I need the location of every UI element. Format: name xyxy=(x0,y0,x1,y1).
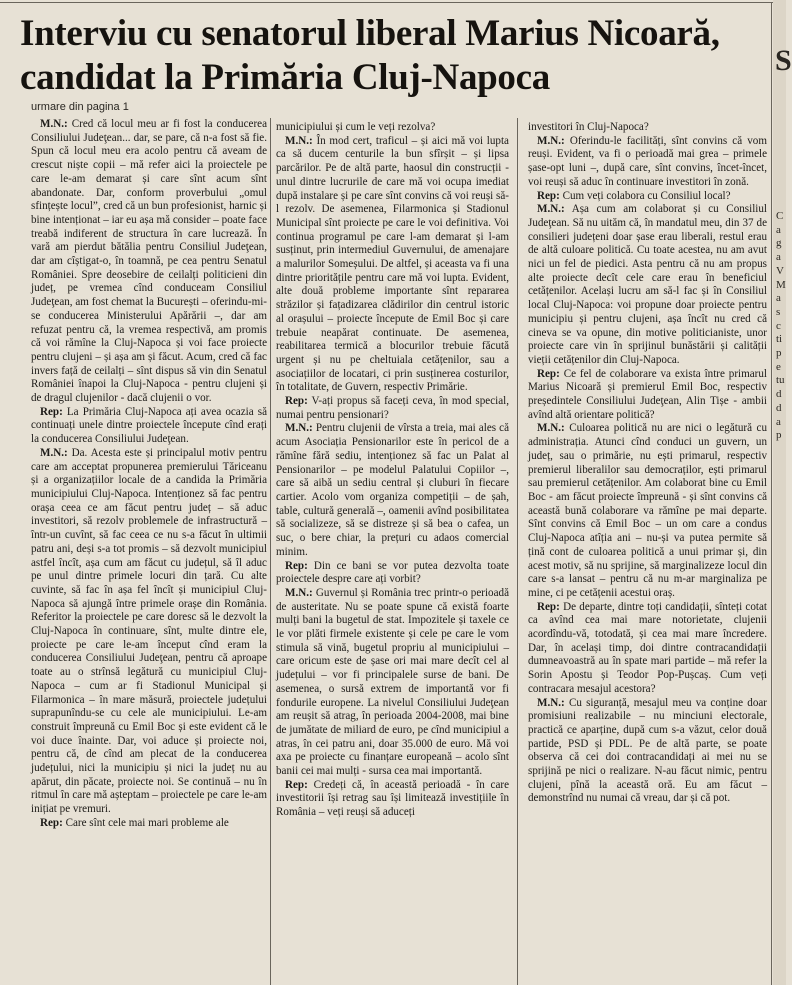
paragraph-text: Credeți că, în această perioadă - în care investitorii își retrag sau își limitează investițiile în România – veți reuși să aduceți xyxy=(276,778,509,819)
interview-paragraph xyxy=(528,135,767,190)
top-rule xyxy=(0,2,786,3)
column-2 xyxy=(276,121,509,985)
speaker-label: M.N.: xyxy=(285,422,313,435)
page-edge-divider xyxy=(771,2,772,985)
speaker-label: M.N.: xyxy=(537,696,565,709)
interview-paragraph xyxy=(276,560,509,587)
column-3 xyxy=(528,121,767,985)
interview-paragraph xyxy=(528,697,767,807)
continuation-note: urmare din pagina 1 xyxy=(31,101,129,113)
title-line-1: Interviu cu senatorul liberal Marius Nicoară, xyxy=(20,13,720,54)
paragraph-text: În mod cert, traficul – și aici mă voi lupta ca să ducem centurile la bun sfîrșit – și lipsa parcărilor. Pe de altă parte, haosul din construcții - unul dintre lucrurile de care mă voi ocupa imediat după instalare și pe care sînt convins că voi reuși să-l rezolv. De asemenea, Filarmonica și Stadionul Municipal sînt proiecte pe care le voi definitiva. Voi continua programul pe care l-am demarat și l-am susținut, prin intermediul Guvernului, de amenajare a malurilor Someșului. De altfel, și aceasta va fi una dintre prioritățile pentru care mă voi lupta. Evident, alte două probleme importante sînt repararea străzilor și fațadizarea clădirilor din centrul istoric al orașului – proiecte începute de Emil Boc și care trebuie neapărat continuate. De asemenea, reabilitarea termică a blocurilor trebuie făcută urgent și nu pe cheltuiala cetățenilor, sau a asociațiilor de locatari, ci prin susținerea costurilor, în totalitate, de Guvern, respectiv Primărie. xyxy=(276,134,509,394)
column-divider xyxy=(270,118,271,985)
speaker-label: Rep: xyxy=(40,816,63,829)
speaker-label: M.N.: xyxy=(537,134,565,147)
interview-paragraph xyxy=(31,447,267,817)
paragraph-text: Cum veți colabora cu Consiliul local? xyxy=(562,189,731,202)
speaker-label: Rep: xyxy=(40,405,63,418)
paragraph-text: La Primăria Cluj-Napoca ați avea ocazia să continuați unele dintre proiectele începute cînd erați la conducerea Consiliului Judeţean. xyxy=(31,405,267,446)
column-1 xyxy=(31,118,267,985)
interview-paragraph xyxy=(31,118,267,406)
interview-paragraph xyxy=(276,587,509,779)
interview-paragraph xyxy=(31,817,267,831)
paragraph-text: investitori în Cluj-Napoca? xyxy=(528,121,649,133)
speaker-label: Rep: xyxy=(537,189,560,202)
article-title xyxy=(20,12,760,100)
speaker-label: Rep: xyxy=(285,559,308,572)
column-divider xyxy=(517,118,518,985)
speaker-label: M.N.: xyxy=(40,118,68,130)
paragraph-text: Da. Acesta este și principalul motiv pentru care am acceptat propunerea premierului Tăriceanu și a organizațiilor locale de a candida la Primăria municipiului Cluj-Napoca. Intenționez să fac pentru orașa ceea ce am făcut pentru județ – să aduc investitori, să rezolv problemele de infrastructură – într-un cuvînt, să fac ceea ce nu s-a făcut în ultimii patru ani, deși s-a tot promis – să dezvolt municipiul astfel încît, așa cum am făcut cu județul, să îl aduc pe unul dintre primele locuri din țară. Cu alte cuvinte, să fac în așa fel încît și municipiul Cluj-Napoca să ajungă între primele orașe din România. Referitor la proiectele pe care doresc să le dezvolt la Cluj-Napoca în continuare, sînt, multe dintre ele, proiecte pe care le-am început cînd eram la conducerea Consiliului Judeţean, pentru că aproape toate au o strînsă legătură cu municipiul Cluj-Napoca – cum ar fi Stadionul Municipal și Filarmonica – în mare măsură, proiectele județului suprapunîndu-se cu cele ale municipiului. Le-am construit împreună cu Emil Boc și este evident că le voi duce înainte. Dar, voi aduce și proiecte noi, pentru că, de cînd am plecat de la conducerea județului, nici la municipiu și nici la județ nu au apărut, din păcate, proiecte noi. Se continuă – nu în ritmul în care mă așteptam – proiectele pe care le-am inițiat pe vremuri. xyxy=(31,446,267,816)
paragraph-text: Oferindu-le facilități, sînt convins că vom reuși. Evident, va fi o perioadă mai grea – primele șase-opt luni –, după care, sînt convins, încet-încet, voi reuși să aduc în continuare investitori în zonă. xyxy=(528,134,767,188)
speaker-label: Rep: xyxy=(537,600,560,613)
speaker-label: Rep: xyxy=(285,778,308,791)
paragraph-text: Culoarea politică nu are nici o legătură cu administrația. Atunci cînd conduci un guvern, un județ, sau o primărie, nu ești primarul, respectiv premierul liberalilor sau democraților, ești primarul sau premierul cetățenilor. Am colaborat bine cu Emil Boc - am făcut proiecte împreună - și sînt convins că această bună colaborare va rămîne pe mai departe. Sînt convins că Emil Boc – un om care a condus Cluj-Napoca atîția ani – nu-și va putea permite să țină cont de culoarea politică a unui primar și, din acest motiv, să nu sprijine, să marginalizeze locul din care s-a lansat – pentru că nu m-ar marginaliza pe mine, ci pe cetățenii acestui oraș. xyxy=(528,422,767,599)
interview-paragraph xyxy=(528,601,767,697)
paragraph-text: Ce fel de colaborare va exista între primarul Marius Nicoară și premierul Emil Boc, respectiv președintele Consiliului Judeţean, Alin Tișe - ambii avînd altă orientare politică? xyxy=(528,367,767,421)
speaker-label: M.N.: xyxy=(285,134,313,147)
paragraph-text: Așa cum am colaborat și cu Consiliul Judeţean. Să nu uităm că, în mandatul meu, din 37 de consilieri județeni doar șase erau liberali, restul erau de altă culoare politică. Cu toate acestea, nu am avut nici un fel de piedici. Asta pentru că nu am propus alte proiecte decît cele care erau în beneficiul cetățenilor. Același lucru am să-l fac și în Consiliul local Cluj-Napoca: voi propune doar proiecte pentru municipiu și pentru clujeni, așa încît nu cred că cineva se va opune, din motive politicianiste, unor proiecte care vin în sprijinul bunăstării și calității vieții cetățenilor din Cluj-Napoca. xyxy=(528,203,767,366)
interview-paragraph xyxy=(528,203,767,367)
interview-paragraph xyxy=(528,121,767,135)
interview-paragraph xyxy=(276,135,509,395)
speaker-label: Rep: xyxy=(285,395,308,408)
speaker-label: M.N.: xyxy=(285,586,313,599)
paragraph-text: Cu siguranță, mesajul meu va conține doar promisiuni realizabile – nu minciuni electorale, practică ce aparține, după cum s-a văzut, celor două partide, PSD și PDL. Pe de altă parte, se poate observa că cei doi contracandidați ai mei nu se sprijină pe nici o realizare. N-au făcut nimic, pentru clujeni, pînă la această oră. Eu am făcut – demonstrînd nu numai că vreau, dar și că pot. xyxy=(528,696,768,805)
paragraph-text: V-ați propus să faceți ceva, în mod special, numai pentru pensionari? xyxy=(276,395,510,421)
neighbor-text-fragment: C a g a V M a s c ti p e tu d d a p xyxy=(776,210,786,442)
neighbor-title-letter: S xyxy=(775,44,792,77)
speaker-label: Rep: xyxy=(537,367,560,380)
interview-paragraph xyxy=(31,406,267,447)
paragraph-text: De departe, dintre toți candidații, sînteți cotat ca avînd cea mai mare notorietate, clujenii acordîndu-vă, totodată, și cea mai mare încredere. Dar, în același timp, doi dintre contracandidații dumneavoastră au în spate mari partide – mă refer la Sorin Apostu și Teodor Pop-Pușcaș. Cum veți contracara mesajul acestora? xyxy=(528,600,767,695)
paragraph-text: Pentru clujenii de vîrsta a treia, mai ales că acum Asociația Pensionarilor este în pericol de a rămîne fără sediu, intenționez să fac un Palat al Pensionarilor – pe modelul Palatului Copiilor –, care să aibă un sediu central și cluburi în fiecare cartier. Acolo vom organiza competiții – de șah, table, cultură generală –, oamenii avînd posibilitatea să socializeze, să se distreze și să bea o cafea, un suc, o bere chiar, la prețuri cu adaos comercial minim. xyxy=(276,422,509,558)
paragraph-text: Guvernul și România trec printr-o perioadă de austeritate. Nu se poate spune că există foarte mulți bani la bugetul de stat. Impozitele și taxele ce le vor plăti firmele existente și cele pe care le vom stimula să vină, bugetul propriu al municipiului – care oricum este de șase ori mai mare decît cel al județului – vor fi principalele surse de bani. De asemenea, o sursă extrem de importantă vor fi fondurile europene. La nivelul Consiliului Judeţean am reușit să atrag, în perioada 2004-2008, mai bine de jumătate de miliard de euro, pe cînd municipiul a atras, în cei patru ani, doar 35.000 de euro. Mă voi axa pe proiecte cu finanțare europeană – acolo sînt banii cei mai mulți - sursa cea mai importantă. xyxy=(276,586,509,778)
paragraph-text: Din ce bani se vor putea dezvolta toate proiectele despre care ați vorbit? xyxy=(276,559,509,586)
interview-paragraph xyxy=(276,422,509,559)
interview-paragraph xyxy=(276,121,509,135)
speaker-label: M.N.: xyxy=(537,203,565,216)
title-line-2: candidat la Primăria Cluj-Napoca xyxy=(20,57,550,98)
paragraph-text: Care sînt cele mai mari probleme ale xyxy=(65,816,229,829)
paragraph-text: municipiului și cum le veți rezolva? xyxy=(276,121,436,133)
interview-paragraph xyxy=(276,395,509,422)
interview-paragraph xyxy=(528,422,767,600)
interview-paragraph xyxy=(276,779,509,820)
interview-paragraph xyxy=(528,368,767,423)
speaker-label: M.N.: xyxy=(537,422,565,435)
paragraph-text: Cred că locul meu ar fi fost la conducerea Consiliului Judeţean... dar, se pare, că n-a fost să fie. Spun că locul meu era acolo pentru că aveam de crescut niște copii – mă refer aici la proiectele pe care le-am demarat și care sînt acum sînt abandonate. Dar, conform proverbului „omul sfințește locul”, cred că un bun profesionist, harnic și bine intenționat – iar eu așa mă consider – poate face treabă indiferent de structura în care lucrează. În vară am pierdut bătălia pentru Consiliul Judeţean, dar am cîștigat-o, în toamnă, pe cea pentru Senatul României. Spre deosebire de ceilalți politicieni din județ, pe vremea cînd conduceam Consiliul Judeţean, am fost chemat la București – oferindu-mi-se conducerea Ministerului Apărării –, dar am refuzat pentru că, la vremea respectivă, am promis că voi rămîne la Cluj-Napoca și voi face proiecte pentru clujeni – și așa am și făcut. Acum, cred că fac invers față de ceilalți – sînt dispus să vin din Senatul României înapoi la Cluj-Napoca - pentru clujeni și de dragul clujenilor - dacă clujenii o vor. xyxy=(31,118,267,405)
speaker-label: M.N.: xyxy=(40,446,68,459)
interview-paragraph xyxy=(528,190,767,204)
neighbor-article-edge xyxy=(773,0,792,985)
